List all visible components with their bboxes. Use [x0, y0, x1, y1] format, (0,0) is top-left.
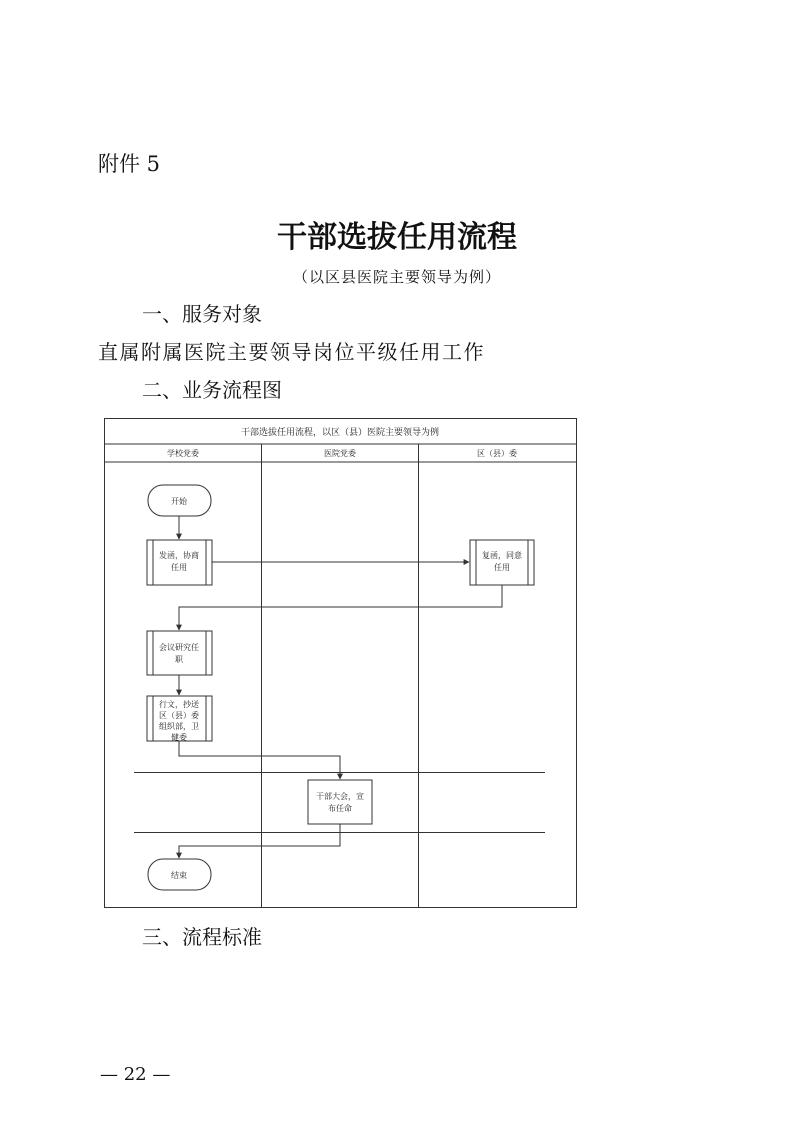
reply-label-2: 任用	[494, 563, 510, 572]
meeting-label-2: 职	[175, 655, 183, 664]
send-letter-label-1: 发函，协商	[159, 551, 199, 560]
document-label-3: 组织部，卫	[159, 722, 199, 731]
lane-header-hospital: 医院党委	[324, 449, 356, 458]
flowchart	[104, 418, 577, 908]
cadre-meeting-label-1: 干部大会，宣	[316, 792, 364, 801]
flowchart-title: 干部选拔任用流程，以区（县）医院主要领导为例	[240, 428, 440, 438]
meeting-node	[147, 631, 212, 675]
section-1-text: 直属附属医院主要领导岗位平级任用工作	[98, 340, 485, 364]
section-1-heading: 一、服务对象	[142, 302, 262, 326]
page-number: — 22 —	[100, 1064, 171, 1085]
end-label: 结束	[171, 871, 187, 880]
section-3-heading: 三、流程标准	[142, 925, 262, 949]
document-subtitle: （以区县医院主要领导为例）	[292, 268, 501, 286]
arrow-document-to-cadre-meeting	[179, 741, 340, 779]
document-label-2: 区（县）委	[159, 711, 199, 720]
cadre-meeting-node	[308, 780, 372, 824]
lane-header-school: 学校党委	[167, 449, 199, 458]
send-letter-label-2: 任用	[171, 563, 187, 572]
document-title: 干部选拔任用流程	[277, 220, 517, 255]
reply-label-1: 复函，同意	[482, 551, 522, 560]
arrow-cadre-meeting-to-end	[179, 824, 340, 858]
document-label-4: 健委	[171, 733, 187, 742]
meeting-label-1: 会议研究任	[159, 643, 199, 652]
lane-header-district: 区（县）委	[477, 449, 517, 458]
start-label: 开始	[171, 497, 187, 506]
document-label-1: 行文，抄送	[159, 700, 199, 709]
cadre-meeting-label-2: 布任命	[328, 804, 352, 813]
arrow-reply-to-meeting	[179, 585, 502, 630]
attachment-label: 附件 5	[98, 152, 161, 176]
section-2-heading: 二、业务流程图	[142, 378, 282, 402]
